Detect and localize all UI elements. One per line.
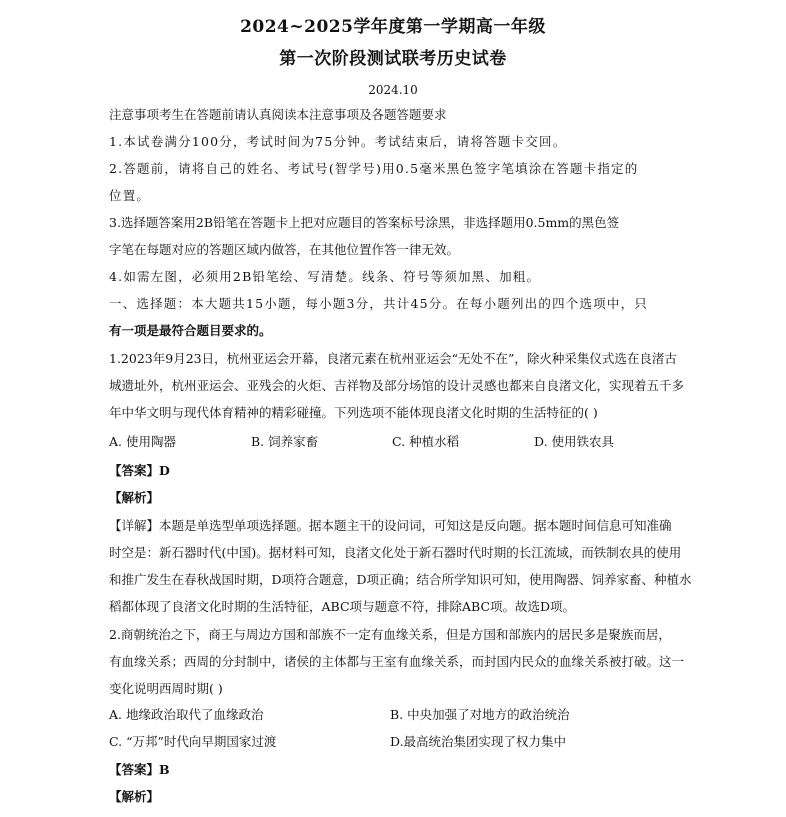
q1-stem-line1: 1.2023年9月23日，杭州亚运会开幕，良渚元素在杭州亚运会“无处不在”，除火种采集仪式选在良渚古: [109, 351, 677, 366]
notice-item-2-line2: 位置。: [109, 188, 151, 203]
notice-item-3-line1: 3.选择题答案用2B铅笔在答题卡上把对应题目的答案标号涂黑，非选择题用0.5mm的黑色签: [109, 215, 620, 230]
notice-item-1: 1.本试卷满分100分，考试时间为75分钟。考试结束后，请将答题卡交回。: [109, 134, 567, 149]
q2-option-c: C. “万邦”时代向早期国家过渡: [109, 734, 277, 749]
exam-date: 2024.10: [368, 83, 418, 97]
q2-option-b: B. 中央加强了对地方的政治统治: [390, 707, 570, 722]
notice-item-3-line2: 字笔在每题对应的答题区域内做答，在其他位置作答一律无效。: [109, 242, 460, 257]
q1-detail-line3: 和推广发生在春秋战国时期，D项符合题意，D项正确；结合所学知识可知，使用陶器、饲养家畜、种植水: [109, 572, 692, 587]
q1-option-a: A. 使用陶器: [109, 434, 176, 449]
notice-intro: 注意事项考生在答题前请认真阅读本注意事项及各题答题要求: [109, 107, 447, 122]
exam-title-line1: 2024~2025学年度第一学期高一年级: [240, 17, 546, 37]
q1-detail-line1: 【详解】本题是单选型单项选择题。据本题主干的设问词，可知这是反向题。据本题时间信息可知准确: [109, 518, 672, 533]
q1-stem-line2: 城遗址外，杭州亚运会、亚残会的火炬、吉祥物及部分场馆的设计灵感也都来自良渚文化，实现着五千多: [109, 378, 685, 393]
notice-item-4: 4.如需左图，必须用2B铅笔绘、写清楚。线条、符号等须加黑、加粗。: [109, 269, 541, 284]
q2-stem-line2: 有血缘关系；西周的分封制中，诸侯的主体都与王室有血缘关系，而封国内民众的血缘关系被打破。这一: [109, 654, 685, 669]
q1-detail-line2: 时空是：新石器时代(中国)。据材料可知，良渚文化处于新石器时代时期的长江流域，而铁制农具的使用: [109, 545, 682, 560]
q1-option-c: C. 种植水稻: [392, 434, 460, 449]
section1-heading-line1: 一、选择题：本大题共15小题，每小题3分，共计45分。在每小题列出的四个选项中，只: [109, 296, 648, 311]
q2-option-d: D.最高统治集团实现了权力集中: [390, 734, 567, 749]
notice-item-2-line1: 2.答题前，请将自己的姓名、考试号(智学号)用0.5毫米黑色签字笔填涂在答题卡指定的: [109, 161, 639, 176]
q2-option-a: A. 地缘政治取代了血缘政治: [109, 707, 264, 722]
q1-analysis-label: 【解析】: [109, 490, 160, 505]
q1-detail-line4: 稻都体现了良渚文化时期的生活特征，ABC项与题意不符，排除ABC项。故选D项。: [109, 599, 576, 614]
q1-answer: 【答案】D: [109, 463, 170, 478]
q2-stem-line3: 变化说明西周时期( ): [109, 681, 223, 696]
q1-option-d: D. 使用铁农具: [534, 434, 615, 449]
exam-title-line2: 第一次阶段测试联考历史试卷: [279, 49, 507, 69]
q1-option-b: B. 饲养家畜: [251, 434, 319, 449]
q2-analysis-label: 【解析】: [109, 789, 160, 804]
q2-stem-line1: 2.商朝统治之下，商王与周边方国和部族不一定有血缘关系，但是方国和部族内的居民多是聚族而居，: [109, 627, 671, 642]
q1-stem-line3: 年中华文明与现代体育精神的精彩碰撞。下列选项不能体现良渚文化时期的生活特征的( ): [109, 405, 598, 420]
section1-heading-line2: 有一项是最符合题目要求的。: [109, 323, 272, 338]
q2-answer: 【答案】B: [109, 762, 170, 777]
